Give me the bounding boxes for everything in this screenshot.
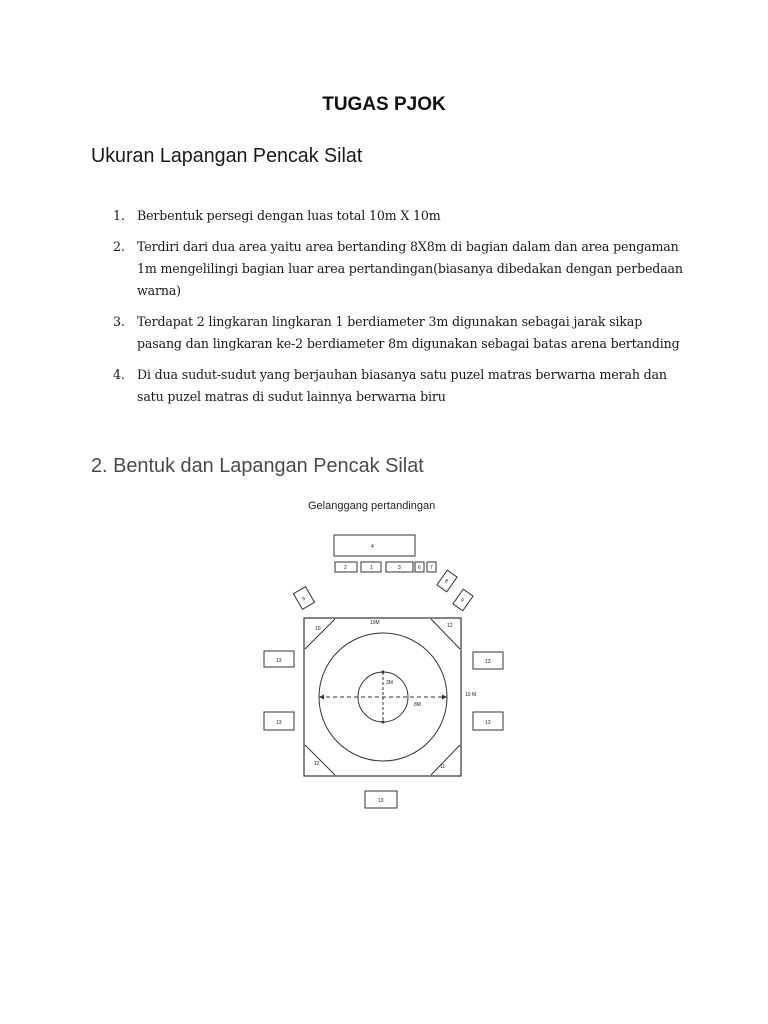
document-title: TUGAS PJOK bbox=[322, 94, 446, 115]
judge-label: 9 bbox=[459, 597, 465, 604]
seat-label: 2 bbox=[344, 565, 347, 571]
list-item bbox=[113, 236, 683, 302]
inner-diameter-label: 3M bbox=[386, 680, 393, 686]
list-item-text: Terdapat 2 lingkaran lingkaran 1 berdiameter 3m digunakan sebagai jarak sikap pasang dan lingkaran ke-2 berdiameter 8m digunakan sebagai batas arena bertanding bbox=[137, 314, 680, 351]
diagram-title: Gelanggang pertandingan bbox=[308, 500, 436, 512]
corner-label: 12 bbox=[314, 761, 320, 767]
arena-height-label: 10 M bbox=[465, 692, 477, 698]
requirements-list bbox=[113, 205, 683, 417]
seat-label: 3 bbox=[398, 565, 401, 571]
arena-diagram bbox=[262, 494, 508, 812]
section-heading-ukuran: Ukuran Lapangan Pencak Silat bbox=[91, 144, 363, 167]
list-item-text: Terdiri dari dua area yaitu area bertanding 8X8m di bagian dalam dan area pengaman 1m mengelilingi bagian luar area pertandingan(biasanya dibedakan dengan perbedaan warna) bbox=[137, 239, 683, 298]
corner-label: 11 bbox=[440, 764, 446, 770]
judge-label: 9 bbox=[301, 595, 307, 603]
list-item-number: 3. bbox=[113, 314, 125, 329]
list-item bbox=[113, 205, 683, 227]
seat-label: 1 bbox=[370, 565, 373, 571]
side-box-label: 13 bbox=[485, 659, 491, 665]
arena-width-label: 10M bbox=[370, 620, 380, 626]
section-heading-bentuk: 2. Bentuk dan Lapangan Pencak Silat bbox=[91, 454, 424, 477]
arrow-dot bbox=[382, 721, 385, 724]
corner-label: 10 bbox=[315, 626, 321, 632]
seat-label: 7 bbox=[430, 565, 433, 571]
list-item-text: Di dua sudut-sudut yang berjauhan biasanya satu puzel matras berwarna merah dan satu puzel matras di sudut lainnya berwarna biru bbox=[137, 367, 667, 404]
side-box-label: 13 bbox=[485, 720, 491, 726]
seat-label: 6 bbox=[418, 565, 421, 571]
arena-diagram-svg bbox=[262, 494, 508, 812]
judge-label: 8 bbox=[443, 578, 449, 585]
list-item bbox=[113, 364, 683, 408]
official-table-label: 4 bbox=[371, 544, 374, 550]
outer-diameter-label: 8M bbox=[414, 702, 421, 708]
list-item bbox=[113, 311, 683, 355]
list-item-number: 1. bbox=[113, 208, 125, 223]
list-item-number: 4. bbox=[113, 367, 125, 382]
corner-label: 12 bbox=[447, 623, 453, 629]
list-item-number: 2. bbox=[113, 239, 125, 254]
side-box-label: 13 bbox=[276, 658, 282, 664]
list-item-text: Berbentuk persegi dengan luas total 10m X 10m bbox=[137, 208, 441, 223]
bottom-box-label: 13 bbox=[378, 798, 384, 804]
arrow-dot bbox=[382, 671, 385, 674]
side-box-label: 13 bbox=[276, 720, 282, 726]
